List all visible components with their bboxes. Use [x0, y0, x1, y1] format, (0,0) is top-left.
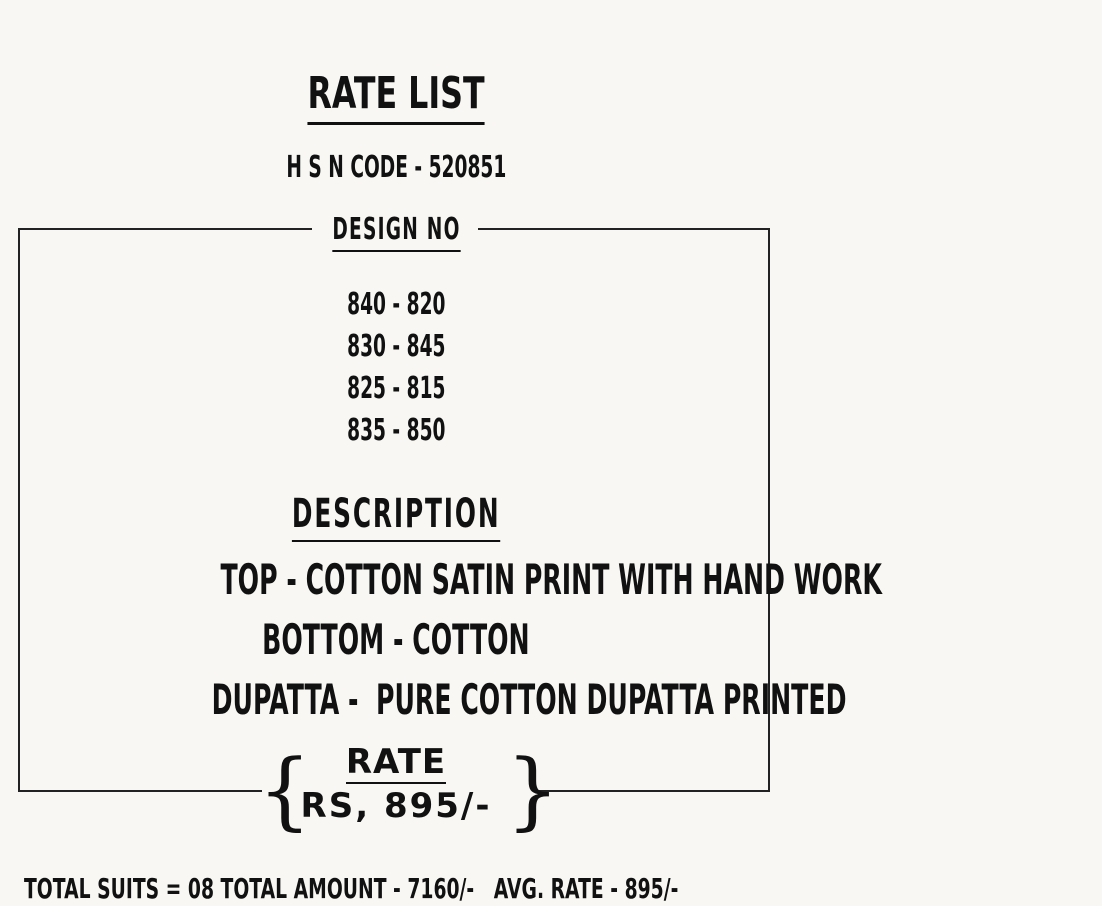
design-no-item [0, 284, 792, 326]
rate-value: RS, 895/- [300, 786, 492, 826]
description-line-text: TOP - COTTON SATIN PRINT WITH HAND WORK [220, 555, 882, 604]
totals-summary [24, 872, 1001, 906]
design-no-item-text: 840 - 820 [346, 287, 446, 322]
design-no-item [0, 326, 792, 368]
design-no-item-text: 830 - 845 [346, 329, 446, 364]
title-text: RATE LIST [307, 66, 484, 125]
description-label: DESCRIPTION [292, 488, 501, 542]
design-no-item-text: 825 - 815 [346, 371, 446, 406]
page-title [0, 66, 792, 125]
right-brace-icon: } [506, 741, 560, 839]
design-no-item [0, 410, 792, 452]
rate-heading [0, 742, 792, 784]
totals-text: TOTAL SUITS = 08 TOTAL AMOUNT - 7160/- AVG. RATE - 895/- [24, 872, 679, 905]
design-no-item [0, 368, 792, 410]
rate-block [0, 742, 792, 828]
description-line-dupatta [0, 670, 847, 730]
description-line-top [0, 550, 882, 610]
hsn-code [0, 150, 792, 186]
hsn-code-text: H S N CODE - 520851 [286, 150, 506, 185]
description-line-text: DUPATTA - PURE COTTON DUPATTA PRINTED [211, 675, 847, 724]
description-line-bottom [0, 610, 792, 670]
rate-label: RATE [345, 742, 447, 782]
description-line-text: BOTTOM - COTTON [262, 615, 530, 664]
design-no-label: DESIGN NO [332, 210, 460, 252]
design-no-item-text: 835 - 850 [346, 413, 446, 448]
left-brace-icon: { [258, 741, 312, 839]
description-heading [0, 488, 792, 542]
description-lines [0, 550, 882, 730]
design-no-list [0, 284, 792, 452]
design-no-heading [0, 210, 792, 252]
